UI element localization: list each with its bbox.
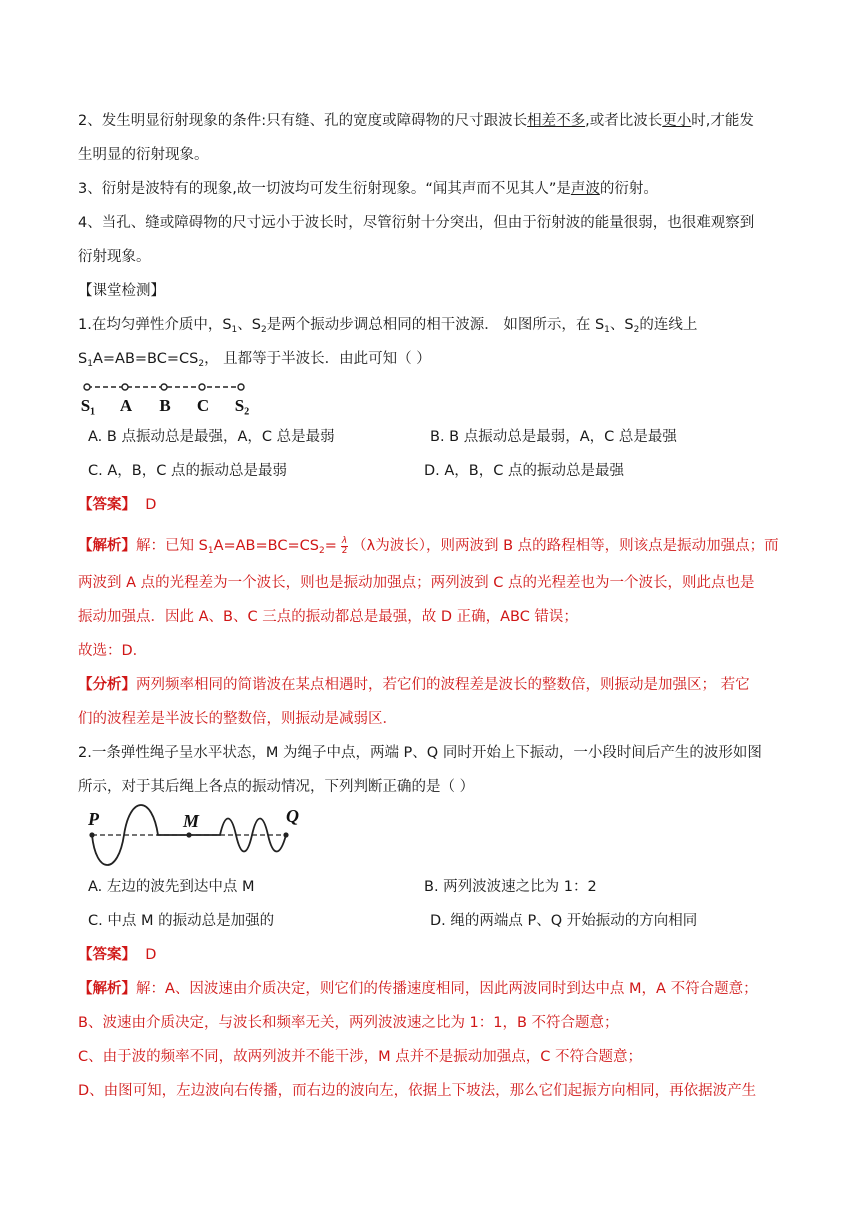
point-s2 bbox=[238, 384, 244, 390]
half-wavelength-fraction: $\frac{\lambda}{2}$ bbox=[341, 535, 348, 556]
q2-option-b[interactable]: B. 两列波波速之比为 1：2 bbox=[424, 879, 597, 895]
q1-analysis-line1: 【解析】解：已知 $S_1A=AB=BC=CS_2=$ $\frac{\lambda}{2}$ （λ为波长），则两波到 B 点的路程相等，则该点是振动加强点；而 bbox=[78, 535, 779, 556]
section-title: 【课堂检测】 bbox=[78, 283, 165, 299]
q1-option-a[interactable]: A. B 点振动总是最强，A，C 总是最弱 bbox=[88, 429, 335, 445]
label-q: Q bbox=[286, 806, 299, 826]
q2-rope-figure bbox=[80, 803, 310, 873]
q1-stem-line2: $S_1A=AB=BC=CS_2$， 且都等于半波长．由此可知（ ） bbox=[78, 351, 431, 369]
label-b: B bbox=[159, 396, 171, 415]
point-p bbox=[89, 832, 94, 837]
label-c: C bbox=[196, 396, 210, 415]
q1-analysis-line4: 故选：D． bbox=[78, 643, 148, 659]
q2-stem-line1: 2.一条弹性绳子呈水平状态，M 为绳子中点，两端 P、Q 同时开始上下振动，一小段时间后产生的波形如图 bbox=[78, 745, 762, 761]
q2-option-c[interactable]: C. 中点 M 的振动总是加强的 bbox=[88, 913, 275, 929]
q1-analysis-line2: 两波到 A 点的光程差为一个波长，则也是振动加强点；两列波到 C 点的光程差也为一个波长，则此点也是 bbox=[78, 575, 755, 591]
q2-option-a[interactable]: A. 左边的波先到达中点 M bbox=[88, 879, 255, 895]
q2-analysis-line1: 【解析】解：A、因波速由介质决定，则它们的传播速度相同，因此两波同时到达中点 M，A 不符合题意； bbox=[78, 981, 758, 997]
point-a bbox=[122, 384, 128, 390]
point-b bbox=[161, 384, 167, 390]
point-4-line1: 4、当孔、缝或障碍物的尺寸远小于波长时，尽管衍射十分突出，但由于衍射波的能量很弱，也很难观察到 bbox=[78, 215, 755, 231]
q2-analysis-line3: C、由于波的频率不同，故两列波并不能干涉，M 点并不是振动加强点，C 不符合题意； bbox=[78, 1049, 642, 1065]
point-2-line2: 生明显的衍射现象。 bbox=[78, 147, 209, 163]
point-m bbox=[186, 832, 191, 837]
q1-answer: 【答案】 D bbox=[78, 497, 157, 513]
q1-analysis-line3: 振动加强点．因此 A、B、C 三点的振动都总是最强，故 D 正确，ABC 错误； bbox=[78, 609, 578, 625]
label-s1: S₁ bbox=[80, 396, 96, 415]
point-q bbox=[283, 832, 288, 837]
point-s1 bbox=[84, 384, 90, 390]
label-p: P bbox=[88, 809, 99, 829]
q2-option-d[interactable]: D. 绳的两端点 P、Q 开始振动的方向相同 bbox=[430, 913, 698, 929]
q2-answer: 【答案】 D bbox=[78, 947, 157, 963]
label-a: A bbox=[119, 396, 133, 415]
point-3: 3、衍射是波特有的现象,故一切波均可发生衍射现象。“闻其声而不见其人”是声波的衍射。 bbox=[78, 181, 658, 197]
q1-summary-line2: 们的波程差是半波长的整数倍，则振动是减弱区． bbox=[78, 711, 397, 727]
label-s2: S₂ bbox=[234, 396, 250, 415]
q1-option-d[interactable]: D. A，B，C 点的振动总是最强 bbox=[424, 463, 624, 479]
q1-figure bbox=[76, 381, 258, 417]
q1-summary-line1: 【分析】两列频率相同的简谐波在某点相遇时，若它们的波程差是波长的整数倍，则振动是加强区； 若它 bbox=[78, 677, 750, 693]
label-m: M bbox=[183, 811, 200, 831]
point-2-line1: 2、发生明显衍射现象的条件:只有缝、孔的宽度或障碍物的尺寸跟波长相差不多,或者比波长更小时,才能发 bbox=[78, 113, 754, 129]
q1-option-b[interactable]: B. B 点振动总是最弱，A，C 总是最强 bbox=[430, 429, 677, 445]
q2-stem-line2: 所示，对于其后绳上各点的振动情况，下列判断正确的是（ ） bbox=[78, 779, 475, 795]
point-c bbox=[199, 384, 205, 390]
q2-analysis-line4: D、由图可知，左边波向右传播，而右边的波向左，依据上下坡法，那么它们起振方向相同，再依据波产生 bbox=[78, 1083, 757, 1099]
q2-analysis-line2: B、波速由介质决定，与波长和频率无关，两列波波速之比为 1：1，B 不符合题意； bbox=[78, 1015, 619, 1031]
point-4-line2: 衍射现象。 bbox=[78, 249, 151, 265]
q1-option-c[interactable]: C. A，B，C 点的振动总是最弱 bbox=[88, 463, 287, 479]
q1-stem-line1: 1.在均匀弹性介质中，$S_1$、$S_2$是两个振动步调总相同的相干波源． 如图所示，在 $S_1$、$S_2$的连线上 bbox=[78, 317, 698, 335]
